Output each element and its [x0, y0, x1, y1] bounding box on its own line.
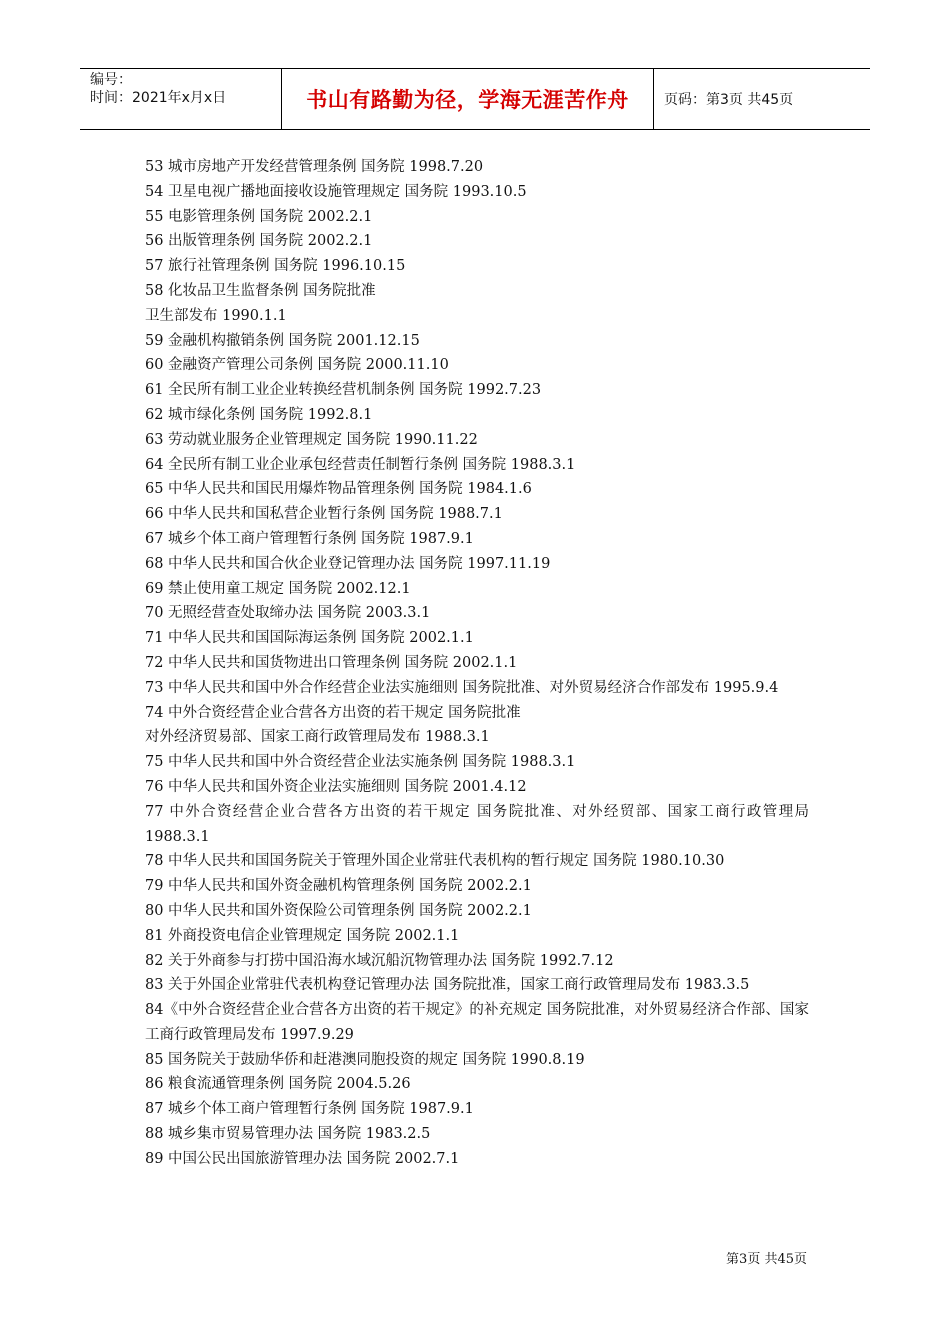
- list-item: 79 中华人民共和国外资金融机构管理条例 国务院 2002.2.1: [145, 878, 532, 895]
- time-label: 时间：2021年x月x日: [90, 90, 227, 106]
- list-item: 60 金融资产管理公司条例 国务院 2000.11.10: [145, 357, 449, 374]
- list-item: 82 关于外商参与打捞中国沿海水域沉船沉物管理办法 国务院 1992.7.12: [145, 952, 614, 969]
- list-item: 81 外商投资电信企业管理规定 国务院 2002.1.1: [145, 927, 460, 944]
- list-item: 80 中华人民共和国外资保险公司管理条例 国务院 2002.2.1: [145, 902, 532, 919]
- list-item: 58 化妆品卫生监督条例 国务院批准: [145, 282, 376, 299]
- list-item: 78 中华人民共和国国务院关于管理外国企业常驻代表机构的暂行规定 国务院 1980.10.30: [145, 853, 725, 870]
- list-item: 68 中华人民共和国合伙企业登记管理办法 国务院 1997.11.19: [145, 555, 551, 572]
- list-item: 65 中华人民共和国民用爆炸物品管理条例 国务院 1984.1.6: [145, 481, 532, 498]
- list-item: 卫生部发布 1990.1.1: [145, 307, 287, 324]
- list-item: 88 城乡集市贸易管理办法 国务院 1983.2.5: [145, 1126, 431, 1143]
- list-item: 59 金融机构撤销条例 国务院 2001.12.15: [145, 332, 420, 349]
- list-item: 75 中华人民共和国中外合资经营企业法实施条例 国务院 1988.3.1: [145, 754, 576, 771]
- header-meta: [80, 69, 282, 129]
- document-body: [145, 155, 809, 1172]
- list-item: 77 中外合资经营企业合营各方出资的若干规定 国务院批准、对外经贸部、国家工商行政管理局 1988.3.1: [145, 803, 809, 845]
- list-item: 55 电影管理条例 国务院 2002.2.1: [145, 208, 373, 225]
- list-item: 70 无照经营查处取缔办法 国务院 2003.3.1: [145, 605, 431, 622]
- list-item: 66 中华人民共和国私营企业暂行条例 国务院 1988.7.1: [145, 506, 503, 523]
- list-item: 63 劳动就业服务企业管理规定 国务院 1990.11.22: [145, 431, 478, 448]
- list-item: 73 中华人民共和国中外合作经营企业法实施细则 国务院批准、对外贸易经济合作部发布 1995.9.4: [145, 679, 779, 696]
- list-item: 72 中华人民共和国货物进出口管理条例 国务院 2002.1.1: [145, 654, 518, 671]
- list-item: 89 中国公民出国旅游管理办法 国务院 2002.7.1: [145, 1150, 460, 1167]
- list-item: 74 中外合资经营企业合营各方出资的若干规定 国务院批准: [145, 704, 521, 721]
- page-footer: 第3页 共45页: [726, 1252, 807, 1267]
- list-item: 87 城乡个体工商户管理暂行条例 国务院 1987.9.1: [145, 1101, 474, 1118]
- list-item: 85 国务院关于鼓励华侨和赶港澳同胞投资的规定 国务院 1990.8.19: [145, 1051, 585, 1068]
- list-item: 76 中华人民共和国外资企业法实施细则 国务院 2001.4.12: [145, 778, 527, 795]
- list-item: 86 粮食流通管理条例 国务院 2004.5.26: [145, 1076, 411, 1093]
- list-item: 84《中外合资经营企业合营各方出资的若干规定》的补充规定 国务院批准，对外贸易经济合作部、国家工商行政管理局发布 1997.9.29: [145, 1002, 809, 1043]
- list-item: 对外经济贸易部、国家工商行政管理局发布 1988.3.1: [145, 729, 490, 746]
- list-item: 62 城市绿化条例 国务院 1992.8.1: [145, 406, 373, 423]
- list-item: 64 全民所有制工业企业承包经营责任制暂行条例 国务院 1988.3.1: [145, 456, 576, 473]
- number-label: 编号：: [90, 72, 132, 88]
- header-page-label: 页码：第3页 共45页: [664, 92, 794, 108]
- list-item: 71 中华人民共和国国际海运条例 国务院 2002.1.1: [145, 630, 474, 647]
- header-motto: 书山有路勤为径，学海无涯苦作舟: [282, 69, 654, 129]
- list-item: 69 禁止使用童工规定 国务院 2002.12.1: [145, 580, 411, 597]
- page-header: [80, 68, 870, 130]
- list-item: 54 卫星电视广播地面接收设施管理规定 国务院 1993.10.5: [145, 183, 527, 200]
- list-item: 57 旅行社管理条例 国务院 1996.10.15: [145, 258, 406, 275]
- list-item: 56 出版管理条例 国务院 2002.2.1: [145, 233, 373, 250]
- list-item: 61 全民所有制工业企业转换经营机制条例 国务院 1992.7.23: [145, 382, 542, 399]
- list-item: 53 城市房地产开发经营管理条例 国务院 1998.7.20: [145, 159, 484, 175]
- list-item: 67 城乡个体工商户管理暂行条例 国务院 1987.9.1: [145, 530, 474, 547]
- list-item: 83 关于外国企业常驻代表机构登记管理办法 国务院批准，国家工商行政管理局发布 1983.3.5: [145, 977, 750, 994]
